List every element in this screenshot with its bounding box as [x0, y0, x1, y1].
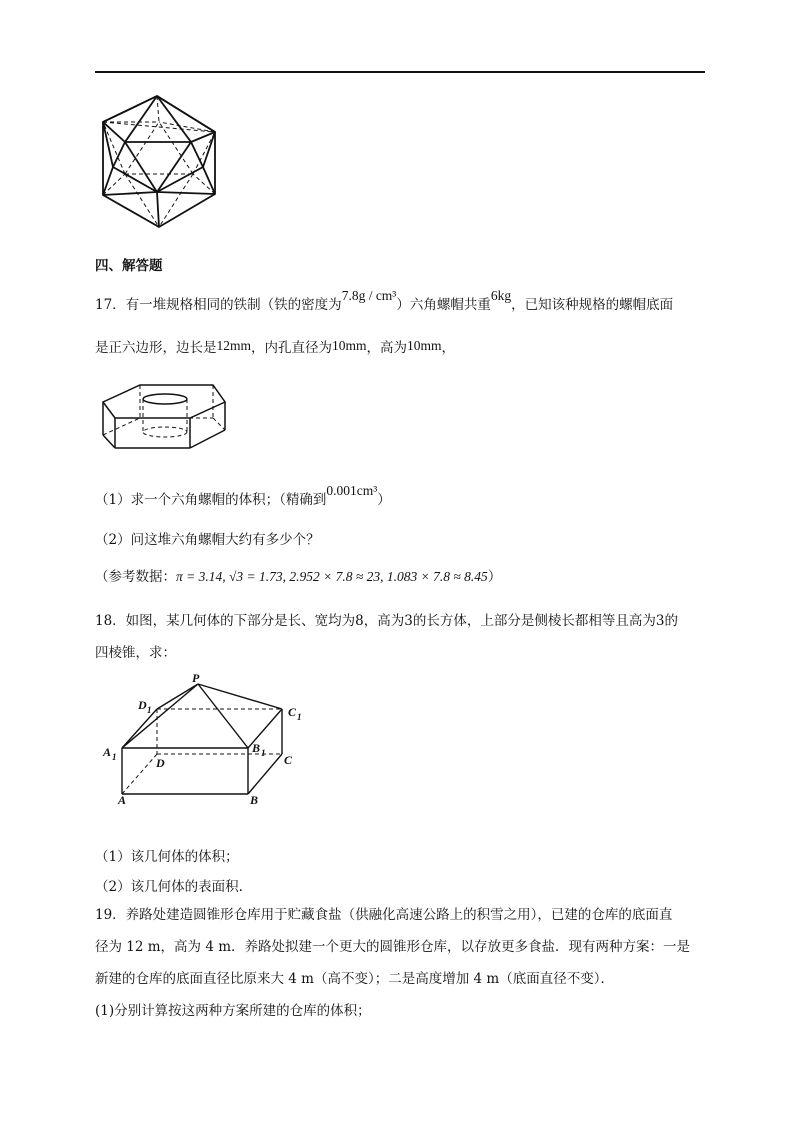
label-D: D — [156, 756, 165, 770]
q17-part2: （2）问这堆六角螺帽大约有多少个？ — [95, 532, 320, 548]
q17-precision: 0.001cm³ — [326, 483, 378, 498]
label-B1: B — [252, 741, 261, 755]
q17-line2 — [95, 336, 455, 356]
q17-reference — [95, 565, 501, 585]
label-A: A — [118, 793, 127, 807]
q17-part1-b: ） — [377, 492, 391, 508]
label-A1: A — [103, 745, 112, 759]
q17-part1 — [95, 483, 391, 508]
q17-part1-a: （1）求一个六角螺帽的体积；（精确到 — [95, 492, 327, 508]
label-D1: D — [138, 698, 147, 712]
prism-pyramid-figure — [100, 672, 320, 807]
q17-text-c: ，已知该种规格的螺帽底面 — [511, 297, 674, 313]
label-B: B — [250, 793, 259, 807]
q17-line2-a: 是正六边形，边长是 — [95, 340, 217, 356]
q17-line2-b: ，内孔直径为 — [251, 340, 333, 356]
label-C: C — [284, 753, 293, 767]
q19-line2: 径为 12 m，高为 4 m．养路处拟建一个更大的圆锥形仓库，以存放更多食盐．现有两种方案：一是 — [95, 939, 691, 955]
q17-line2-c: ，高为 — [366, 340, 408, 356]
q17-density: 7.8g / cm³ — [341, 288, 397, 303]
q17-ref-a: （参考数据： — [95, 569, 176, 585]
label-C1: C — [288, 705, 297, 719]
label-P: P — [192, 671, 200, 685]
q18-line1: 18．如图，某几何体的下部分是长、宽均为8，高为3的长方体，上部分是侧棱长都相等且高为3的 — [95, 613, 678, 629]
label-D1-sub: 1 — [147, 705, 152, 715]
hex-nut-figure — [95, 380, 235, 455]
q17-ref-b: ） — [487, 569, 502, 585]
q17-side: 12mm — [216, 338, 252, 353]
icosahedron-figure — [95, 92, 225, 232]
section-title: 四、解答题 — [95, 258, 163, 274]
q17-height: 10mm — [407, 338, 442, 353]
label-A1-sub: 1 — [112, 752, 117, 762]
q17-line2-d: ， — [441, 340, 456, 356]
q18-part1: （1）该几何体的体积； — [95, 849, 239, 865]
label-B1-sub: 1 — [261, 748, 266, 758]
q17-text-a: 17．有一堆规格相同的铁制（铁的密度为 — [95, 297, 342, 313]
header-rule — [95, 71, 705, 73]
q17-text-b: ）六角螺帽共重 — [396, 297, 491, 313]
q19-part1: (1)分别计算按这两种方案所建的仓库的体积； — [95, 1003, 371, 1019]
q17-ref-formula: π = 3.14, √3 = 1.73, 2.952 × 7.8 ≈ 23, 1.083 × 7.8 ≈ 8.45 — [176, 569, 488, 584]
q17-hole: 10mm — [332, 338, 367, 353]
label-C1-sub: 1 — [297, 712, 302, 722]
q17-weight: 6kg — [490, 288, 512, 303]
q19-line3: 新建的仓库的底面直径比原来大 4 m（高不变）；二是高度增加 4 m（底面直径不变）． — [95, 971, 614, 987]
q19-line1: 19．养路处建造圆锥形仓库用于贮藏食盐（供融化高速公路上的积雪之用），已建的仓库的底面直 — [95, 907, 673, 923]
q17-line1 — [95, 288, 674, 313]
q18-part2: （2）该几何体的表面积. — [95, 879, 243, 895]
q18-line2: 四棱锥，求： — [95, 645, 176, 661]
